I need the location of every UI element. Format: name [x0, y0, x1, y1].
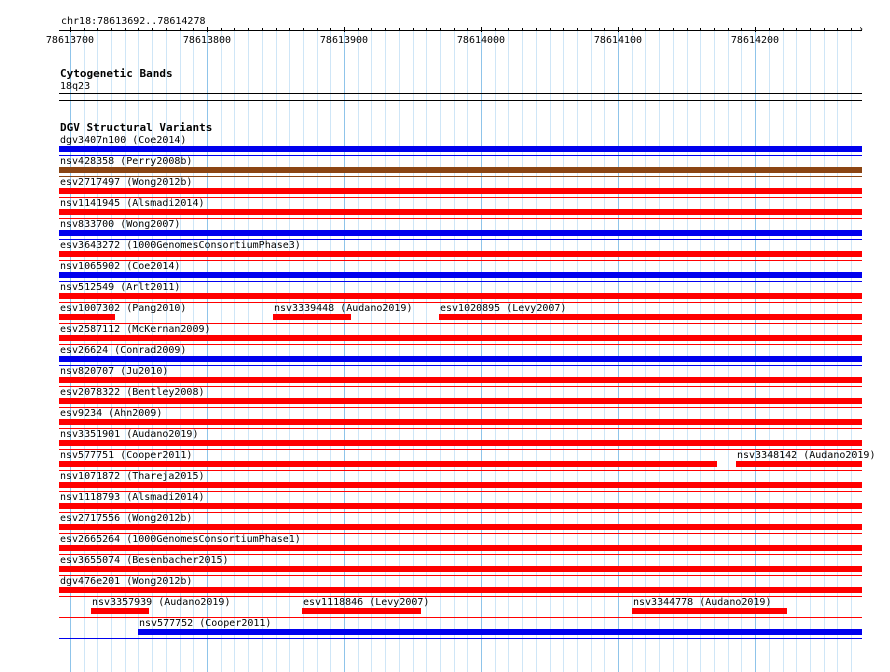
ruler-tick: [618, 27, 619, 32]
location-label: chr18:78613692..78614278: [61, 16, 206, 27]
variant-label: esv2717556 (Wong2012b): [60, 513, 193, 524]
variant-feature[interactable]: [59, 335, 862, 341]
variant-feature[interactable]: [59, 377, 862, 383]
ruler-tick: [522, 28, 523, 31]
ruler-tick: [796, 28, 797, 31]
ruler-tick: [125, 28, 126, 31]
ruler-tick: [358, 28, 359, 31]
ruler-tick: [728, 28, 729, 31]
ruler-tick: [604, 28, 605, 31]
variant-label: nsv3344778 (Audano2019): [633, 597, 772, 608]
ruler-tick: [495, 28, 496, 31]
variant-feature[interactable]: [59, 188, 862, 194]
ruler-tick: [851, 28, 852, 31]
ruler-tick: [166, 28, 167, 31]
variant-feature[interactable]: [59, 503, 862, 509]
variant-label: nsv820707 (Ju2010): [60, 366, 169, 377]
variant-feature[interactable]: [632, 608, 787, 614]
variant-feature[interactable]: [302, 608, 421, 614]
variant-label: esv1007302 (Pang2010): [60, 303, 187, 314]
ruler-tick: [180, 28, 181, 31]
ruler-tick: [84, 28, 85, 31]
variant-label: nsv512549 (Arlt2011): [60, 282, 181, 293]
variant-label: esv3643272 (1000GenomesConsortiumPhase3): [60, 240, 301, 251]
ruler-tick: [577, 28, 578, 31]
track-divider: [59, 100, 862, 101]
ruler-tick: [536, 28, 537, 31]
variant-label: nsv1065902 (Coe2014): [60, 261, 181, 272]
variant-feature[interactable]: [59, 524, 862, 530]
ruler-arrow-icon: ›: [858, 24, 865, 35]
ruler-tick: [714, 28, 715, 31]
ruler-tick: [262, 28, 263, 31]
ruler-tick-label: 78613900: [319, 35, 369, 46]
ruler-tick: [440, 28, 441, 31]
ruler-tick: [317, 28, 318, 31]
variant-feature[interactable]: [59, 545, 862, 551]
ruler-tick: [344, 27, 345, 32]
variant-label: esv2587112 (McKernan2009): [60, 324, 211, 335]
ruler-tick: [138, 28, 139, 31]
ruler-tick: [111, 28, 112, 31]
ruler-tick: [371, 28, 372, 31]
variant-feature[interactable]: [59, 272, 862, 278]
variant-label: nsv3339448 (Audano2019): [274, 303, 413, 314]
ruler-tick-label: 78613800: [182, 35, 232, 46]
ruler-tick: [248, 28, 249, 31]
ruler-tick: [276, 28, 277, 31]
ruler-tick: [152, 28, 153, 31]
variant-label: nsv577751 (Cooper2011): [60, 450, 193, 461]
variant-feature[interactable]: [439, 314, 862, 320]
variant-label: esv9234 (Ahn2009): [60, 408, 163, 419]
variant-label: esv3655074 (Besenbacher2015): [60, 555, 229, 566]
ruler-tick: [645, 28, 646, 31]
ruler-tick: [687, 28, 688, 31]
ruler-tick: [426, 28, 427, 31]
ruler-tick: [234, 28, 235, 31]
ruler-tick: [755, 27, 756, 32]
ruler-tick: [399, 28, 400, 31]
variant-feature[interactable]: [59, 461, 717, 467]
row-separator: [59, 638, 862, 639]
variant-label: nsv3351901 (Audano2019): [60, 429, 199, 440]
variant-feature[interactable]: [59, 146, 862, 152]
variant-label: esv1020895 (Levy2007): [440, 303, 567, 314]
ruler-tick-label: 78613700: [45, 35, 95, 46]
variant-label: nsv577752 (Cooper2011): [139, 618, 272, 629]
ruler-tick: [413, 28, 414, 31]
variant-label: dgv3407n100 (Coe2014): [60, 135, 187, 146]
variant-feature[interactable]: [59, 587, 862, 593]
ruler-tick: [508, 28, 509, 31]
variant-feature[interactable]: [59, 251, 862, 257]
variant-feature[interactable]: [91, 608, 149, 614]
ruler-tick-label: 78614000: [456, 35, 506, 46]
ruler-tick: [741, 28, 742, 31]
ruler-tick-label: 78614100: [593, 35, 643, 46]
cytoband-track-title: Cytogenetic Bands: [60, 67, 173, 80]
ruler-tick: [97, 28, 98, 31]
ruler-tick: [673, 28, 674, 31]
variant-feature[interactable]: [59, 293, 862, 299]
variant-label: nsv3348142 (Audano2019): [737, 450, 876, 461]
ruler-tick: [659, 28, 660, 31]
variant-feature[interactable]: [59, 566, 862, 572]
ruler-tick: [632, 28, 633, 31]
ruler-tick: [289, 28, 290, 31]
variant-label: nsv1141945 (Alsmadi2014): [60, 198, 205, 209]
variant-label: nsv1071872 (Thareja2015): [60, 471, 205, 482]
variant-label: esv2665264 (1000GenomesConsortiumPhase1): [60, 534, 301, 545]
variant-feature[interactable]: [273, 314, 351, 320]
variant-feature[interactable]: [59, 419, 862, 425]
variant-label: esv2078322 (Bentley2008): [60, 387, 205, 398]
variant-label: esv26624 (Conrad2009): [60, 345, 187, 356]
row-separator: [59, 365, 862, 366]
ruler-tick: [563, 28, 564, 31]
variant-feature[interactable]: [59, 230, 862, 236]
ruler-tick: [783, 28, 784, 31]
variant-feature[interactable]: [138, 629, 862, 635]
ruler-tick: [385, 28, 386, 31]
ruler-tick: [769, 28, 770, 31]
variant-label: dgv476e201 (Wong2012b): [60, 576, 193, 587]
variant-label: esv2717497 (Wong2012b): [60, 177, 193, 188]
variant-feature[interactable]: [59, 167, 862, 173]
variant-label: esv1118846 (Levy2007): [303, 597, 430, 608]
variant-feature[interactable]: [59, 209, 862, 215]
ruler-tick: [330, 28, 331, 31]
ruler-tick: [70, 27, 71, 32]
cytoband-bar: [59, 93, 862, 94]
ruler-tick-label: 78614200: [730, 35, 780, 46]
variant-feature[interactable]: [59, 398, 862, 404]
variant-feature[interactable]: [59, 314, 115, 320]
ruler-tick: [700, 28, 701, 31]
variant-label: nsv3357939 (Audano2019): [92, 597, 231, 608]
ruler-tick: [591, 28, 592, 31]
ruler-tick: [221, 28, 222, 31]
ruler-tick: [481, 27, 482, 32]
variant-feature[interactable]: [736, 461, 862, 467]
variant-feature[interactable]: [59, 440, 862, 446]
ruler-tick: [193, 28, 194, 31]
ruler-tick: [824, 28, 825, 31]
ruler-tick: [303, 28, 304, 31]
variant-feature[interactable]: [59, 356, 862, 362]
ruler-tick: [207, 27, 208, 32]
ruler-tick: [810, 28, 811, 31]
row-separator: [59, 407, 862, 408]
variant-label: nsv1118793 (Alsmadi2014): [60, 492, 205, 503]
variant-label: nsv833700 (Wong2007): [60, 219, 181, 230]
ruler-tick: [550, 28, 551, 31]
cytoband-label: 18q23: [60, 81, 91, 92]
ruler-tick: [467, 28, 468, 31]
ruler-tick: [454, 28, 455, 31]
variant-feature[interactable]: [59, 482, 862, 488]
ruler-tick: [837, 28, 838, 31]
variant-label: nsv428358 (Perry2008b): [60, 156, 193, 167]
dgv-track-title: DGV Structural Variants: [60, 121, 213, 134]
